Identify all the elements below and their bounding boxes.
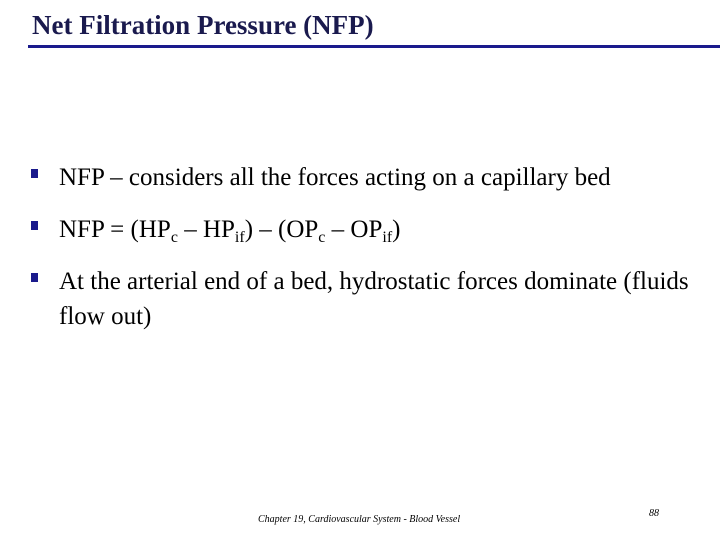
bullet-item <box>30 160 690 195</box>
page-number: 88 <box>649 508 659 519</box>
formula <box>59 216 401 246</box>
square-bullet-icon <box>30 168 40 178</box>
subscript: if <box>382 229 393 246</box>
formula-part: ) – (OP <box>244 216 319 243</box>
bullet-list <box>30 160 690 334</box>
formula-part: NFP = (HP <box>59 216 171 243</box>
slide-title: Net Filtration Pressure (NFP) <box>32 10 374 40</box>
formula-part: – HP <box>177 216 235 243</box>
footer-text: Chapter 19, Cardiovascular System - Blood Vessel <box>258 514 461 525</box>
title-underline <box>28 45 720 48</box>
subscript: c <box>318 229 326 246</box>
formula-part: ) <box>392 216 401 243</box>
bullet-item <box>30 212 690 247</box>
subscript: if <box>234 229 245 246</box>
bullet-text: At the arterial end of a bed, hydrostatic forces dominate (fluids flow out) <box>59 268 689 330</box>
square-bullet-icon <box>30 272 40 282</box>
bullet-text: NFP – considers all the forces acting on a capillary bed <box>59 164 611 191</box>
subscript: c <box>170 229 178 246</box>
square-bullet-icon <box>30 220 40 230</box>
formula-part: – OP <box>325 216 383 243</box>
bullet-item <box>30 264 690 334</box>
